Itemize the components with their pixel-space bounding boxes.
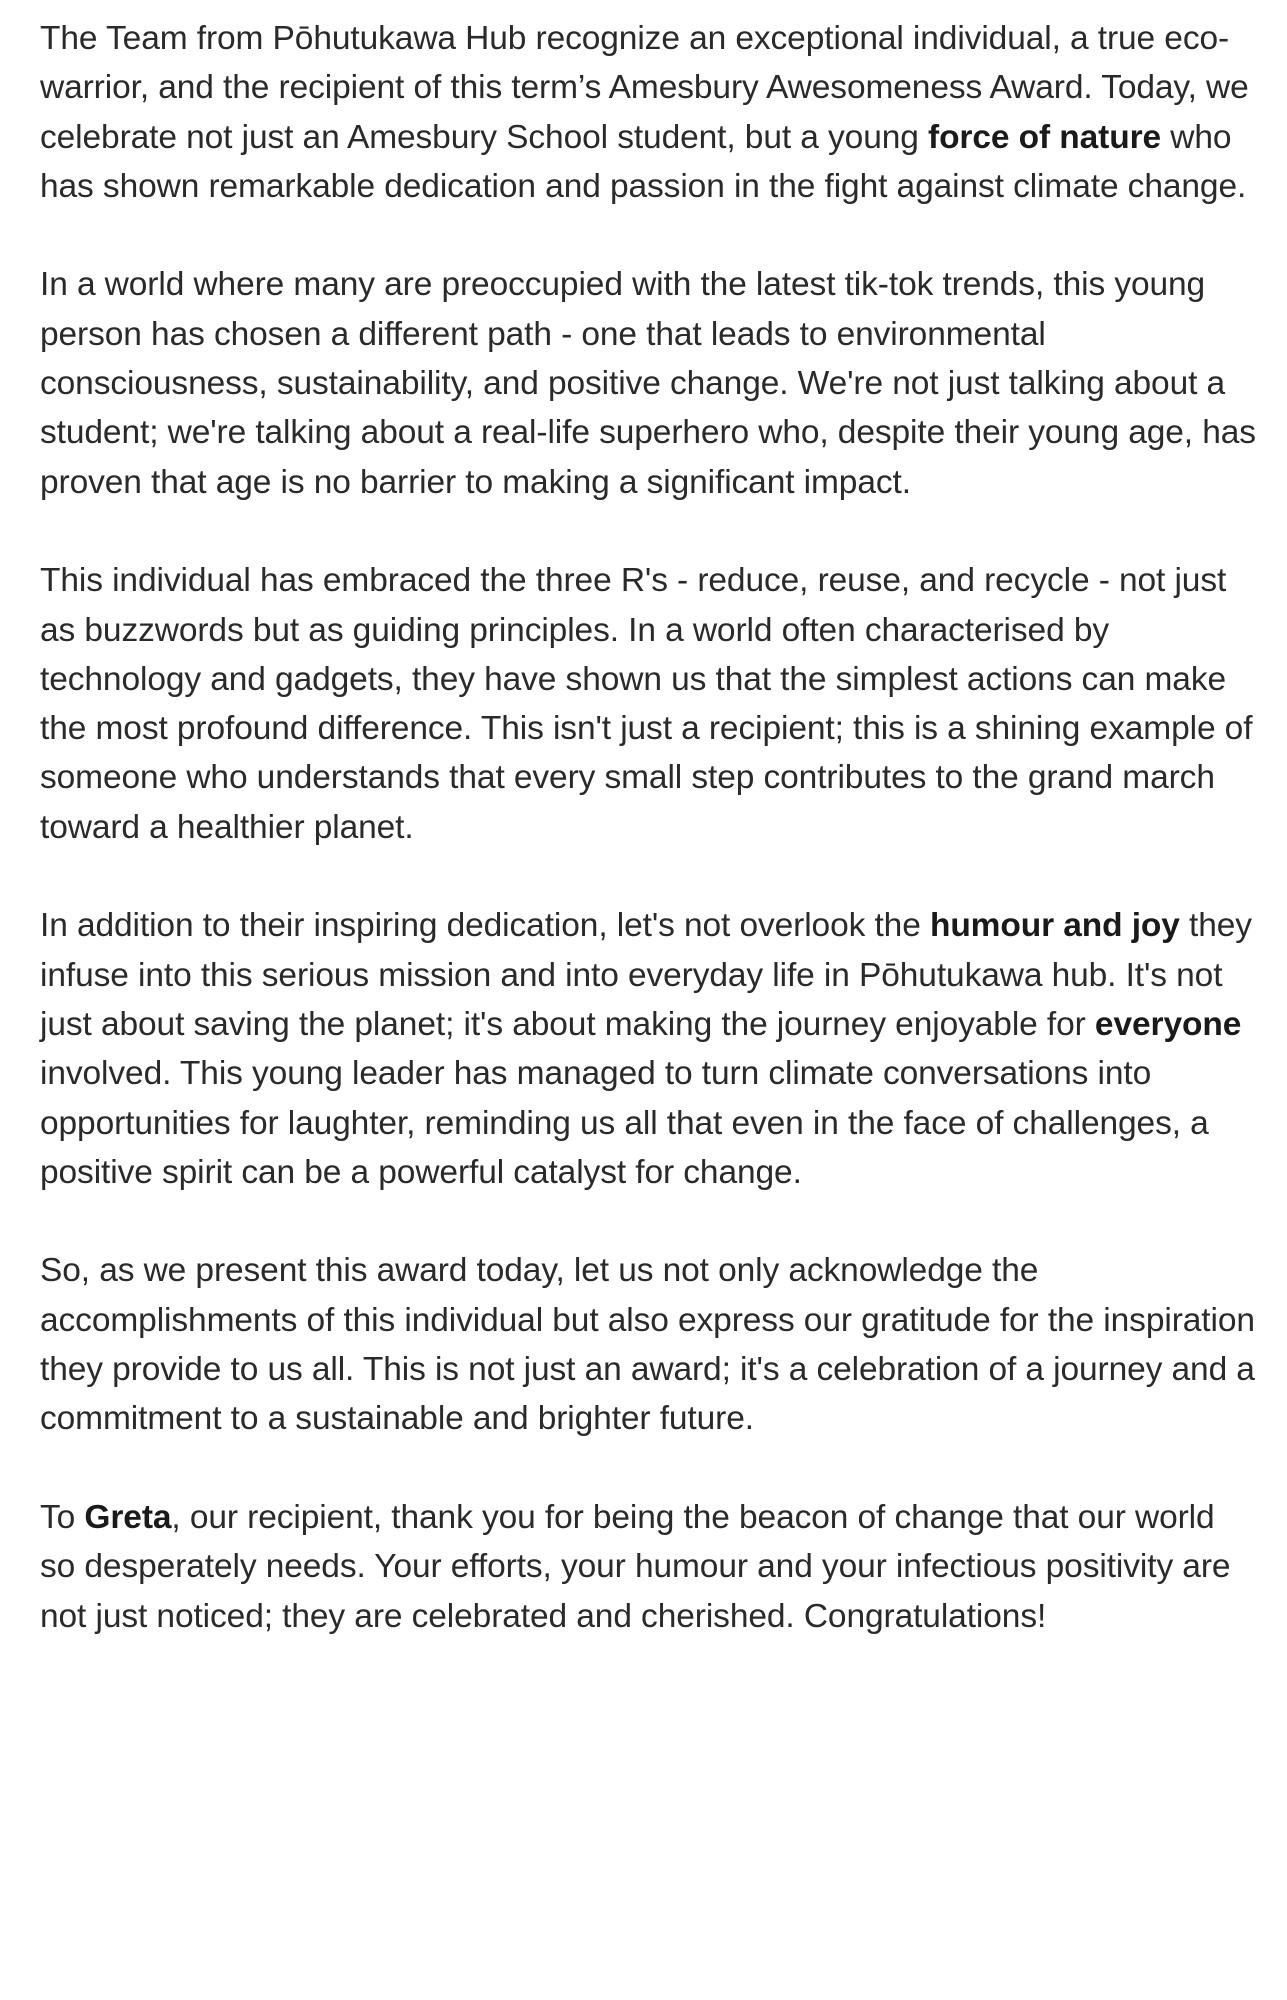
paragraph-introduction [40,14,1257,211]
text-segment: they infuse into this serious mission and into everyday life in Pōhutukawa hub. It's not just about saving the planet; it's about making the journey enjoyable for [40,907,1252,1043]
paragraph-award-presentation [40,1246,1257,1443]
text-segment: who has shown remarkable dedication and passion in the fight against climate change. [40,118,1247,205]
paragraph-humour [40,901,1257,1197]
text-segment: involved. This young leader has managed to turn climate conversations into opportunities for laughter, reminding us all that even in the face of challenges, a positive spirit can be a powerful catalyst for change. [40,1055,1209,1191]
text-segment: , our recipient, thank you for being the beacon of change that our world so desperately needs. Your efforts, your humour and your infectious positivity are not just noticed; they are celebrated and cherished. Congratulations! [40,1498,1231,1635]
bold-phrase-humour-and-joy: humour and joy [929,907,1180,945]
text-segment: To [40,1498,85,1536]
text-segment: So, as we present this award today, let us not only acknowledge the accomplishments of this individual but also express our gratitude for the inspiration they provide to us all. This is not just an award; it's a celebration of a journey and a commitment to a sustainable and brighter future. [40,1252,1255,1438]
text-segment: This individual has embraced the three R's - reduce, reuse, and recycle - not just as buzzwords but as guiding principles. In a world often characterised by technology and gadgets, they have shown us that the simplest actions can make the most profound difference. This isn't just a recipient; this is a shining example of someone who understands that every small step contributes to the grand march toward a healthier planet. [40,562,1253,846]
text-segment: The Team from Pōhutukawa Hub recognize an exceptional individual, a true eco-warrior, and the recipient of this term’s Amesbury Awesomeness Award. Today, we celebrate not just an Amesbury School student, but a young [40,20,1249,156]
paragraph-three-rs [40,556,1257,852]
paragraph-path [40,260,1257,506]
paragraph-congratulations [40,1493,1257,1641]
text-segment: In addition to their inspiring dedication, let's not overlook the [40,907,930,945]
bold-phrase-force-of-nature: force of nature [928,118,1162,156]
text-segment: In a world where many are preoccupied with the latest tik-tok trends, this young person has chosen a different path - one that leads to environmental consciousness, sustainability, and positive change. We're not just talking about a student; we're talking about a real-life superhero who, despite their young age, has proven that age is no barrier to making a significant impact. [40,266,1256,501]
recipient-name: Greta [84,1498,172,1536]
bold-phrase-everyone: everyone [1094,1005,1242,1043]
